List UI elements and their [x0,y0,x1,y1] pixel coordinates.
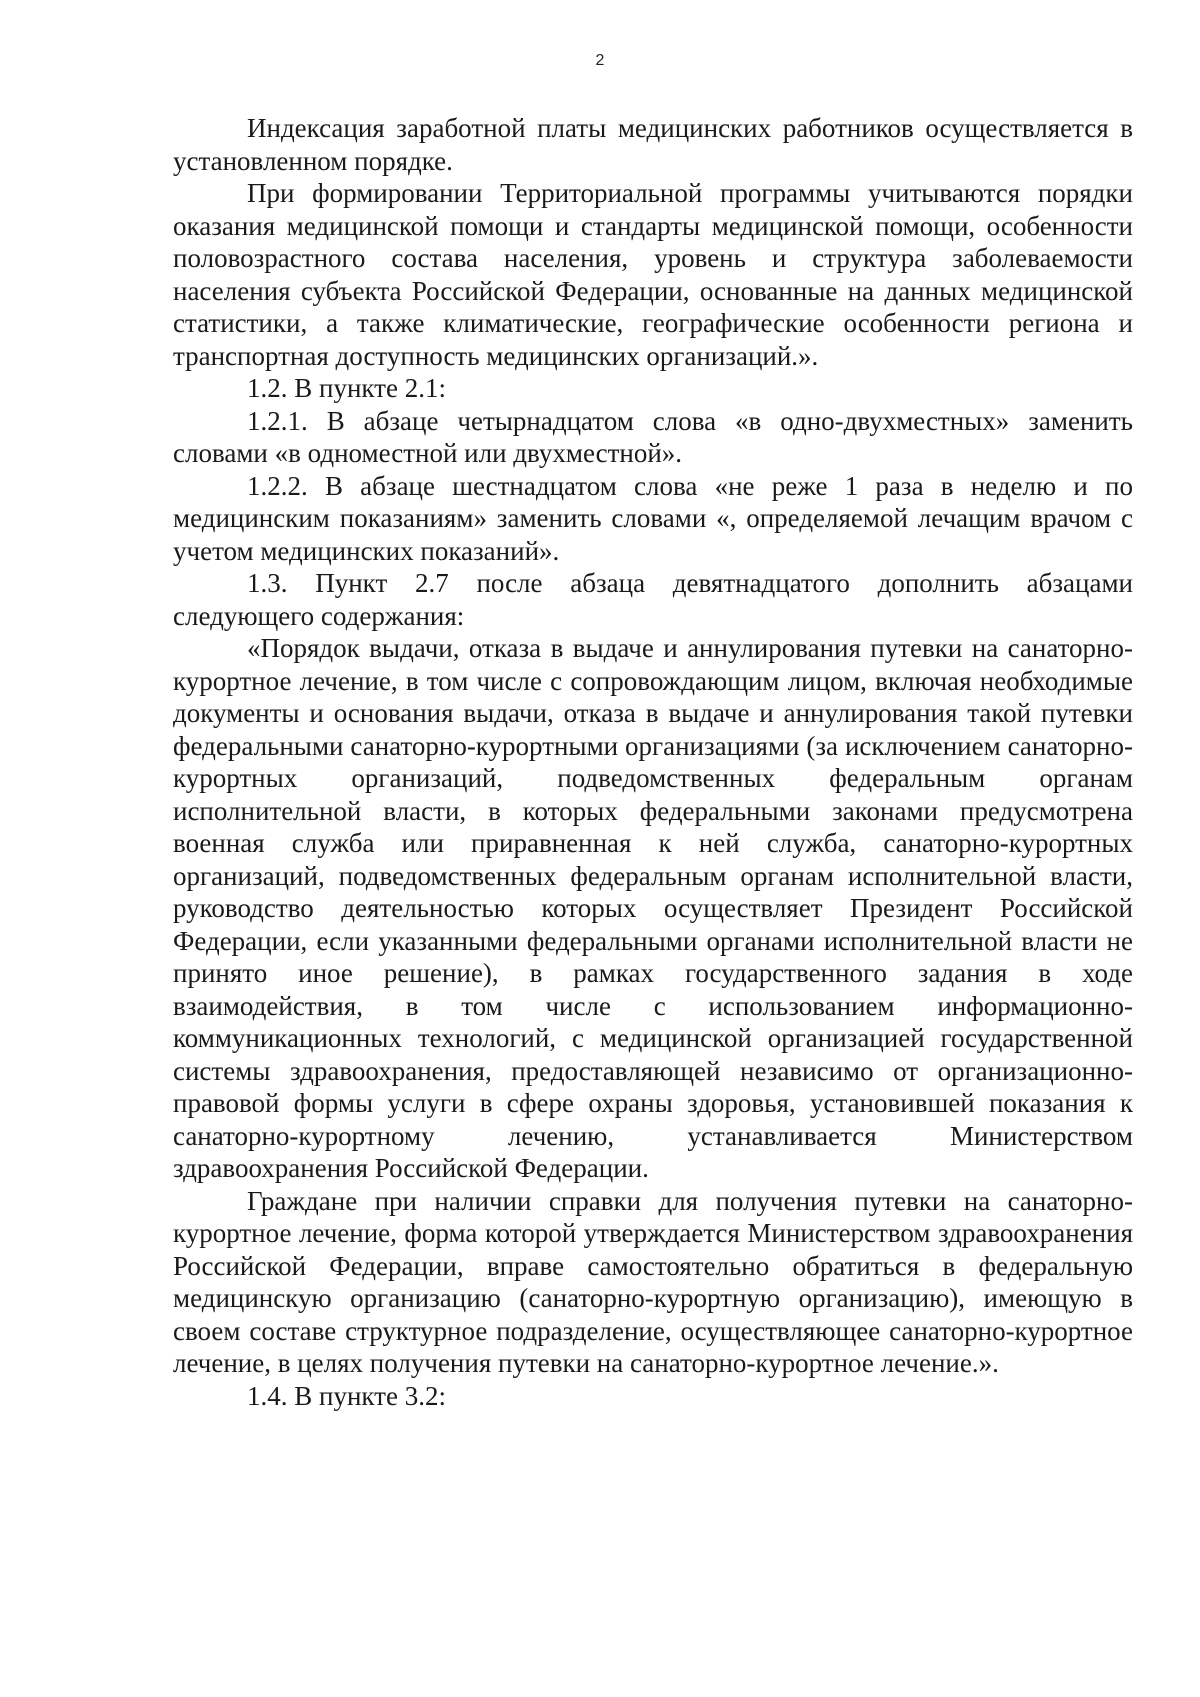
paragraph-salary-indexation: Индексация заработной платы медицинских работников осуществляется в установленном порядке. [173,113,1133,176]
paragraph-item-1-2-2: 1.2.2. В абзаце шестнадцатом слова «не реже 1 раза в неделю и по медицинским показаниям» заменить словами «, определяемой лечащим врачом с учетом медицинских показаний». [173,470,1133,566]
paragraph-item-1-3: 1.3. Пункт 2.7 после абзаца девятнадцатого дополнить абзацами следующего содержания: [173,568,1133,631]
page-number: 2 [595,52,605,69]
paragraph-citizens-certificate: Граждане при наличии справки для получения путевки на санаторно-курортное лечение, форма которой утверждается Министерством здравоохранения Российской Федерации, вправе самостоятельно обратиться в федеральную медицинскую организацию (санаторно-курортную организацию), имеющую в своем составе структурное подразделение, осуществляющее санаторно-курортное лечение, в целях получения путевки на санаторно-курортное лечение.». [173,1185,1133,1378]
paragraph-voucher-procedure: «Порядок выдачи, отказа в выдаче и аннулирования путевки на санаторно-курортное лечение, в том числе с сопровождающим лицом, включая необходимые документы и основания выдачи, отказа в выдаче и аннулирования такой путевки федеральными санаторно-курортными организациями (за исключением санаторно-курортных организаций, подведомственных федеральным органам исполнительной власти, в которых федеральными законами предусмотрена военная служба или приравненная к ней служба, санаторно-курортных организаций, подведомственных федеральным органам исполнительной власти, руководство деятельностью которых осуществляет Президент Российской Федерации, если указанными федеральными органами исполнительной власти не принято иное решение), в рамках государственного задания в ходе взаимодействия, в том числе с использованием информационно-коммуникационных технологий, с медицинской организацией государственной системы здравоохранения, предоставляющей независимо от организационно-правовой формы услуги в сфере охраны здоровья, установившей показания к санаторно-курортному лечению, устанавливается Министерством здравоохранения Российской Федерации. [173,633,1133,1183]
document-body [173,112,1133,1412]
paragraph-item-1-2: 1.2. В пункте 2.1: [247,373,446,403]
paragraph-item-1-2-1: 1.2.1. В абзаце четырнадцатом слова «в одно-двухместных» заменить словами «в одноместной или двухместной». [173,405,1133,468]
paragraph-territorial-program: При формировании Территориальной программы учитываются порядки оказания медицинской помощи и стандарты медицинской помощи, особенности половозрастного состава населения, уровень и структура заболеваемости населения субъекта Российской Федерации, основанные на данных медицинской статистики, а также климатические, географические особенности региона и транспортная доступность медицинских организаций.». [173,178,1133,371]
paragraph-item-1-4: 1.4. В пункте 3.2: [247,1380,446,1411]
